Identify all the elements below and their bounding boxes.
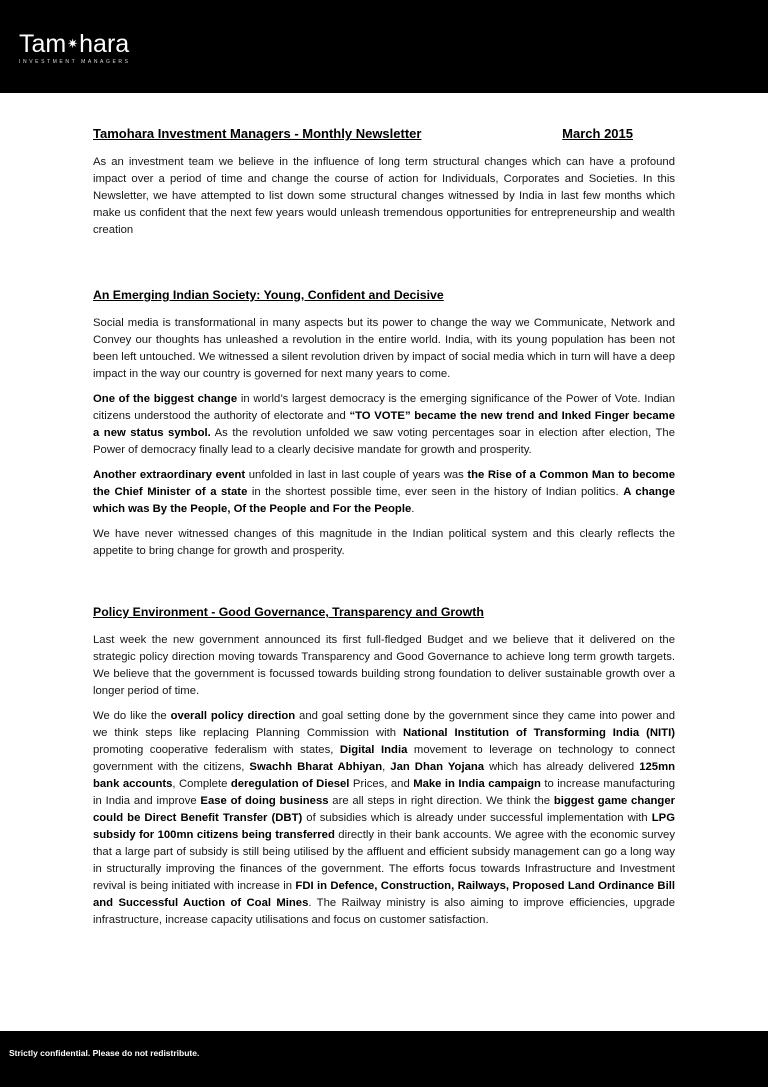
society-paragraph-2: One of the biggest change in world’s largest democracy is the emerging significance of the Power of Vote. Indian citizens understood the authority of electorate and “TO VOTE” became the new trend and Inked Finger became a new status symbol. As the revolution unfolded we saw voting percentages soar in election after election, The Power of democracy finally lead to a clearly decisive mandate for growth and prosperity.: [93, 393, 675, 456]
policy-paragraph-2: We do like the overall policy direction and goal setting done by the government since they came into power and we think steps like replacing Planning Commission with National Institution of Transforming India (NITI) promoting cooperative federalism with states, Digital India movement to leverage on technology to connect government with the citizens, Swachh Bharat Abhiyan, Jan Dhan Yojana which has already delivered 125mn bank accounts, Complete deregulation of Diesel Prices, and Make in India campaign to increase manufacturing in India and improve Ease of doing business are all steps in right direction. We think the biggest game changer could be Direct Benefit Transfer (DBT) of subsidies which is already under successful implementation with LPG subsidy for 100mn citizens being transferred directly in their bank accounts. We agree with the economic survey that a large part of subsidy is still being utilised by the affluent and efficient subsidy management can go a long way in structurally improving the finances of the government. The efforts focus towards Infrastructure and Investment revival is being initiated with increase in FDI in Defence, Construction, Railways, Proposed Land Ordinance Bill and Successful Auction of Coal Mines. The Railway ministry is also aiming to improve efficiencies, upgrade infrastructure, increase capacity utilisations and focus on customer satisfaction.: [93, 710, 676, 926]
footer-band: [0, 1031, 768, 1087]
society-paragraph-4: We have never witnessed changes of this magnitude in the Indian political system and this clearly reflects the appetite to bring change for growth and prosperity.: [93, 528, 675, 557]
newsletter-header: [93, 125, 675, 142]
newsletter-body: [93, 125, 675, 937]
header-band: [0, 0, 768, 93]
newsletter-title: Tamohara Investment Managers - Monthly Newsletter: [93, 126, 422, 141]
newsletter-date: March 2015: [562, 126, 633, 141]
section-heading-society: An Emerging Indian Society: Young, Confident and Decisive: [93, 288, 444, 302]
society-paragraph-1: Social media is transformational in many aspects but its power to change the way we Communicate, Network and Convey our thoughts has unleashed a revolution in the entire world. India, with its young population has been not been left untouched. We witnessed a silent revolution driven by impact of social media which in turn will have a deep impact in the way our country is governed for next many years to come.: [93, 317, 675, 380]
confidentiality-notice: Strictly confidential. Please do not redistribute.: [9, 1048, 200, 1058]
logo-text-right: hara: [79, 30, 130, 58]
company-logo: [19, 30, 131, 65]
section-heading-policy: Policy Environment - Good Governance, Transparency and Growth: [93, 605, 484, 619]
policy-paragraph-1: Last week the new government announced its first full-fledged Budget and we believe that it delivered on the strategic policy direction moving towards Transparency and Good Governance to achieve long term growth targets. We believe that the government is focussed towards building strong foundation to deliver sustainable growth over a longer period of time.: [93, 634, 675, 697]
logo-text-left: Tam: [19, 30, 67, 58]
intro-paragraph: As an investment team we believe in the influence of long term structural changes which can have a profound impact over a period of time and change the course of action for Individuals, Corporates and Societies. In this Newsletter, we have attempted to list down some structural changes witnessed by India in last few months which make us confident that the next few years would unleash tremendous opportunities for entrepreneurship and wealth creation: [93, 156, 675, 236]
society-paragraph-3: Another extraordinary event unfolded in last in last couple of years was the Rise of a Common Man to become the Chief Minister of a state in the shortest possible time, ever seen in the history of Indian politics. A change which was By the People, Of the People and For the People.: [93, 469, 675, 515]
logo-star-icon: ✷: [67, 36, 79, 51]
logo-subtitle: INVESTMENT MANAGERS: [19, 59, 131, 65]
